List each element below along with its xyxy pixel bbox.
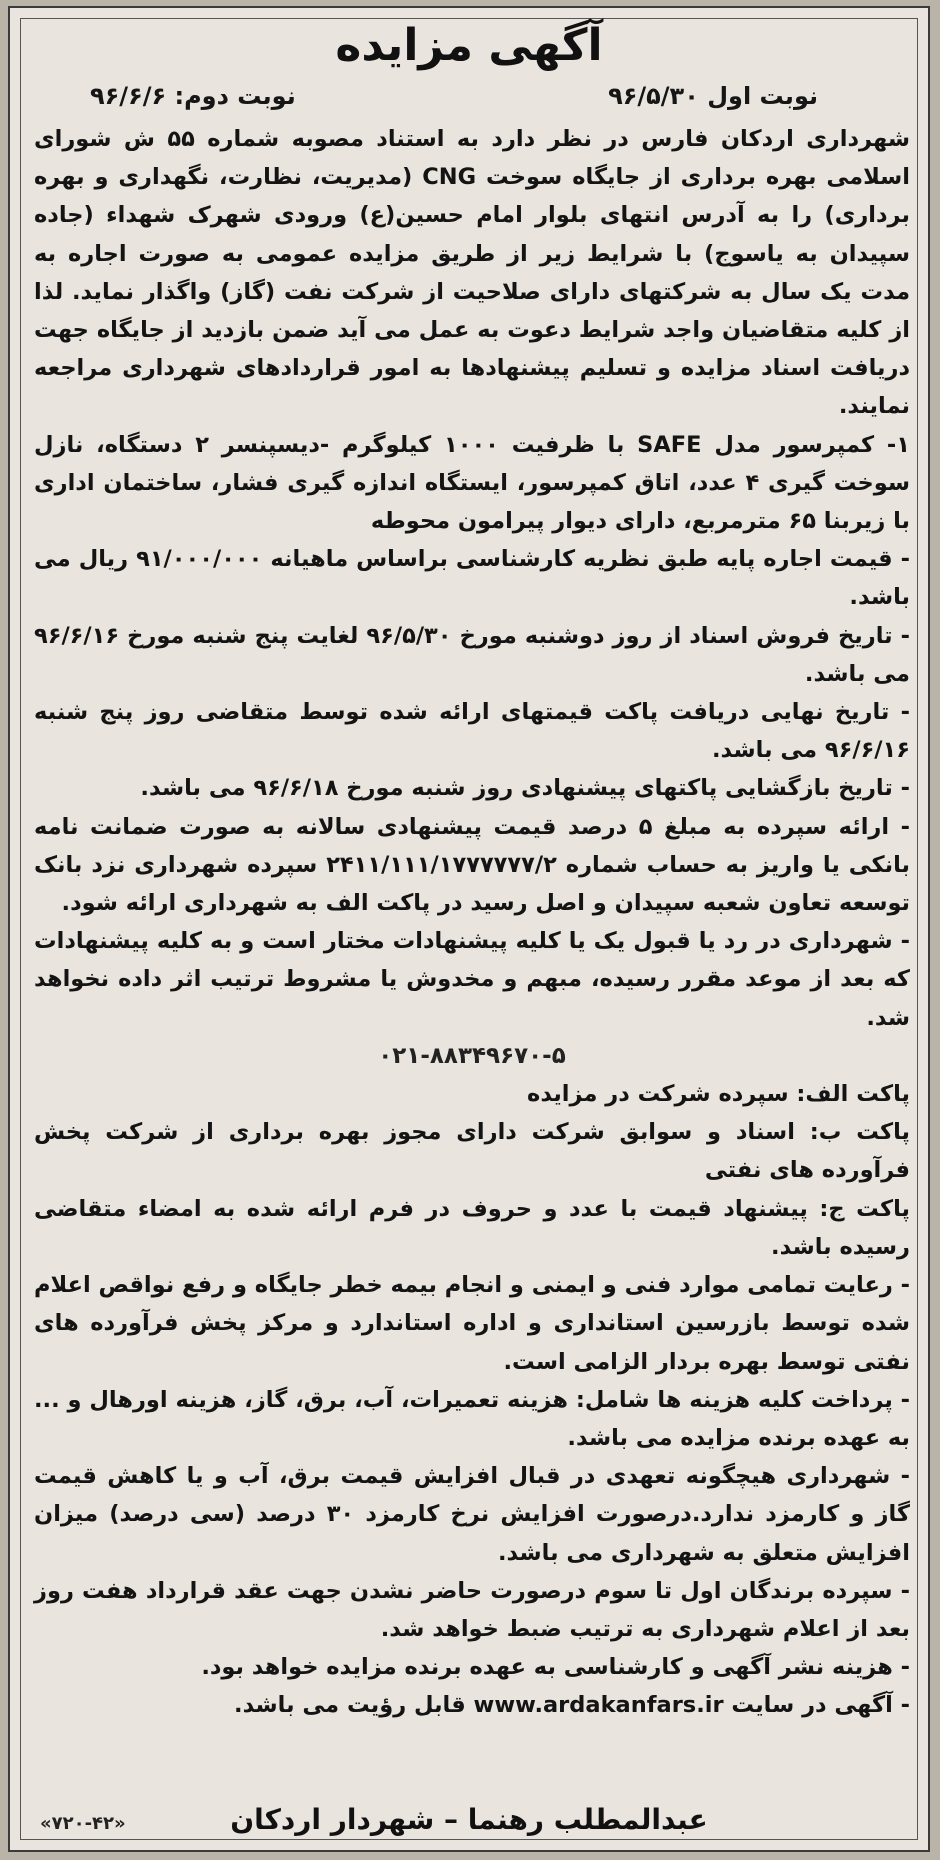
ad-title: آگهی مزایده xyxy=(335,20,603,71)
clause-costs: - پرداخت کلیه هزینه ها شامل: هزینه تعمیرات، آب، برق، گاز، هزینه اورهال و ... به عهده برنده مزایده می باشد. xyxy=(34,1386,910,1451)
envelope-b: پاکت ب: اسناد و سوابق شرکت دارای مجوز بهره برداری از شرکت پخش فرآورده های نفتی xyxy=(34,1119,910,1184)
phone-number: ۰۲۱-۸۸۳۴۹۶۷۰-۵ xyxy=(378,1042,566,1069)
clause-submission-deadline: - تاریخ نهایی دریافت پاکت قیمتهای ارائه شده توسط متقاضی روز پنج شنبه ۹۶/۶/۱۶ می باشد. xyxy=(34,699,910,764)
clause-publication-cost: - هزینه نشر آگهی و کارشناسی به عهده برنده مزایده خواهد بود. xyxy=(201,1654,910,1681)
clause-sale-dates: - تاریخ فروش اسناد از روز دوشنبه مورخ ۹۶/۵/۳۰ لغایت پنج شنبه مورخ ۹۶/۶/۱۶ می باشد. xyxy=(34,622,910,687)
clause-rights: - شهرداری در رد یا قبول یک یا کلیه پیشنهادات مختار است و به کلیه پیشنهادات که بعد از موعد مقرر رسیده، مبهم و مخدوش یا مشروط ترتیب اثر داده نخواهد شد. xyxy=(34,928,910,1031)
newspaper-clipping xyxy=(8,6,930,1852)
clause-website: - آگهی در سایت www.ardakanfars.ir قابل رؤیت می باشد. xyxy=(234,1692,910,1719)
clause-forfeit: - سپرده برندگان اول تا سوم درصورت حاضر نشدن جهت عقد قرارداد هفت روز بعد از اعلام شهرداری به ترتیب ضبط خواهد شد. xyxy=(34,1577,910,1642)
envelope-c: پاکت ج: پیشنهاد قیمت با عدد و حروف در فرم ارائه شده به امضاء متقاضی رسیده باشد. xyxy=(34,1195,910,1260)
ad-code: «۷۲۰-۴۲» xyxy=(40,1813,126,1834)
clause-price-changes: - شهرداری هیچگونه تعهدی در قبال افزایش قیمت برق، آب و یا کاهش قیمت گاز و کارمزد ندارد.درصورت افزایش نرخ کارمزد ۳۰ درصد (سی درصد) میزان افزایش متعلق به شهرداری می باشد. xyxy=(34,1463,910,1566)
signature-line: عبدالمطلب رهنما – شهردار اردکان xyxy=(230,1803,708,1836)
clause-safety: - رعایت تمامی موارد فنی و ایمنی و انجام بیمه خطر جایگاه و رفع نواقص اعلام شده توسط بازرسین استانداری و اداره استاندارد و مرکز پخش فرآورده های نفتی توسط بهره بردار الزامی است. xyxy=(34,1272,910,1375)
clause-equipment: ۱- کمپرسور مدل SAFE با ظرفیت ۱۰۰۰ کیلوگرم -دیسپنسر ۲ دستگاه، نازل سوخت گیری ۴ عدد، اتاق کمپرسور، ایستگاه اندازه گیری فشار، ساختمان اداری با زیربنا ۶۵ مترمربع، دارای دیوار پیرامون محوطه xyxy=(34,431,911,535)
round-second: نوبت دوم: ۹۶/۶/۶ xyxy=(90,82,296,110)
clause-deposit: - ارائه سپرده به مبلغ ۵ درصد قیمت پیشنهادی سالانه به صورت ضمانت نامه بانکی یا واریز به حساب شماره ۲۴۱۱/۱۱۱/۱۷۷۷۷۷۷/۲ سپرده شهرداری نزد بانک توسعه تعاون شعبه سپیدان و اصل رسید در پاکت الف به شهرداری ارائه شود. xyxy=(34,813,910,917)
round-first: نوبت اول ۹۶/۵/۳۰ xyxy=(608,82,818,110)
envelope-a: پاکت الف: سپرده شرکت در مزایده xyxy=(527,1081,910,1108)
publication-rounds xyxy=(90,82,818,116)
intro-paragraph: شهرداری اردکان فارس در نظر دارد به استناد مصوبه شماره ۵۵ ش شورای اسلامی بهره برداری از جایگاه سوخت CNG (مدیریت، نظارت، نگهداری و بهره برداری) را به آدرس انتهای بلوار امام حسین(ع) ورودی شهرک شهداء (جاده سپیدان به یاسوج) با شرایط زیر از طریق مزایده عمومی به صورت اجاره به مدت یک سال به شرکتهای دارای صلاحیت از شرکت نفت (گاز) واگذار نماید. لذا از کلیه متقاضیان واجد شرایط دعوت به عمل می آید ضمن بازدید از جایگاه جهت دریافت اسناد مزایده و تسلیم پیشنهادها به امور قراردادهای شهرداری مراجعه نمایند. xyxy=(34,126,911,420)
clause-opening-date: - تاریخ بازگشایی پاکتهای پیشنهادی روز شنبه مورخ ۹۶/۶/۱۸ می باشد. xyxy=(140,775,910,802)
clause-base-rent: - قیمت اجاره پایه طبق نظریه کارشناسی براساس ماهیانه ۹۱/۰۰۰/۰۰۰ ریال می باشد. xyxy=(34,546,911,611)
ad-body xyxy=(34,120,910,1725)
